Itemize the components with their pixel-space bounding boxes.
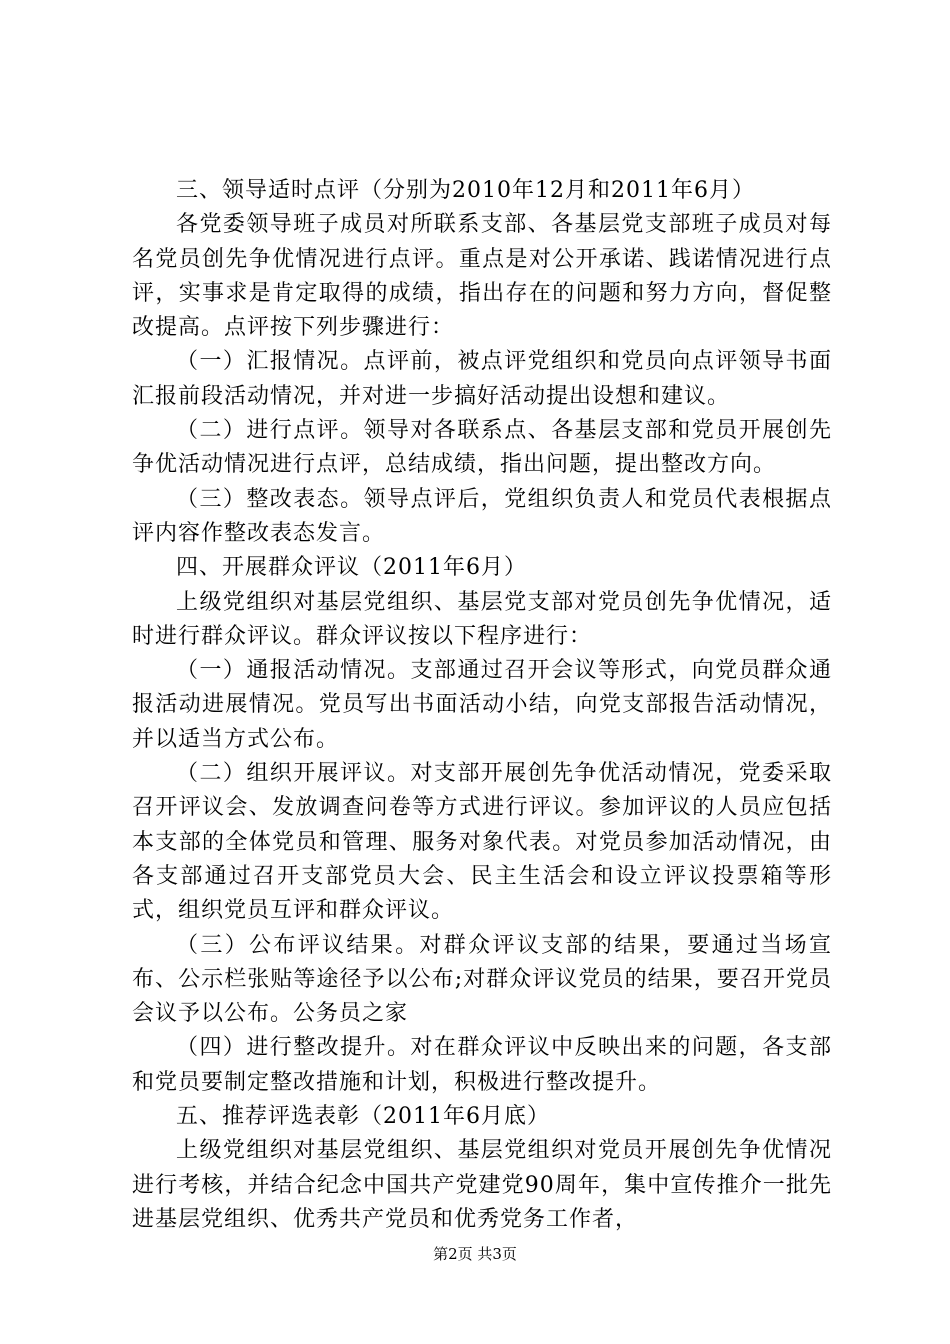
page-footer: 第2页 共3页 <box>433 1245 517 1263</box>
paragraph: 各党委领导班子成员对所联系支部、各基层党支部班子成员对每名党员创先争优情况进行点评。重点是对公开承诺、践诺情况进行点评，实事求是肯定取得的成绩，指出存在的问题和努力方向，督促整改提高。点评按下列步骤进行： <box>132 212 832 341</box>
paragraph: （三）整改表态。领导点评后，党组织负责人和党员代表根据点评内容作整改表态发言。 <box>132 486 832 546</box>
paragraph: （四）进行整改提升。对在群众评议中反映出来的问题，各支部和党员要制定整改措施和计划，积极进行整改提升。 <box>132 1035 832 1095</box>
section-heading-4: 四、开展群众评议（2011年6月） <box>176 555 527 581</box>
paragraph: 上级党组织对基层党组织、基层党组织对党员开展创先争优情况进行考核，并结合纪念中国共产党建党90周年，集中宣传推介一批先进基层党组织、优秀共产党员和优秀党务工作者， <box>132 1138 832 1232</box>
paragraph: 上级党组织对基层党组织、基层党支部对党员创先争优情况，适时进行群众评议。群众评议按以下程序进行： <box>132 589 832 649</box>
paragraph: （一）通报活动情况。支部通过召开会议等形式，向党员群众通报活动进展情况。党员写出书面活动小结，向党支部报告活动情况，并以适当方式公布。 <box>132 658 832 752</box>
section-heading-5: 五、推荐评选表彰（2011年6月底） <box>176 1104 550 1130</box>
paragraph: （一）汇报情况。点评前，被点评党组织和党员向点评领导书面汇报前段活动情况，并对进一步搞好活动提出设想和建议。 <box>132 349 832 409</box>
paragraph: （二）进行点评。领导对各联系点、各基层支部和党员开展创先争优活动情况进行点评，总结成绩，指出问题，提出整改方向。 <box>132 418 832 478</box>
document-body <box>132 174 832 1237</box>
paragraph: （二）组织开展评议。对支部开展创先争优活动情况，党委采取召开评议会、发放调查问卷等方式进行评议。参加评议的人员应包括本支部的全体党员和管理、服务对象代表。对党员参加活动情况，由各支部通过召开支部党员大会、民主生活会和设立评议投票箱等形式，组织党员互评和群众评议。 <box>132 761 832 924</box>
paragraph: （三）公布评议结果。对群众评议支部的结果，要通过当场宣布、公示栏张贴等途径予以公布;对群众评议党员的结果，要召开党员会议予以公布。公务员之家 <box>132 932 832 1027</box>
section-heading-3: 三、领导适时点评（分别为2010年12月和2011年6月） <box>176 178 755 203</box>
